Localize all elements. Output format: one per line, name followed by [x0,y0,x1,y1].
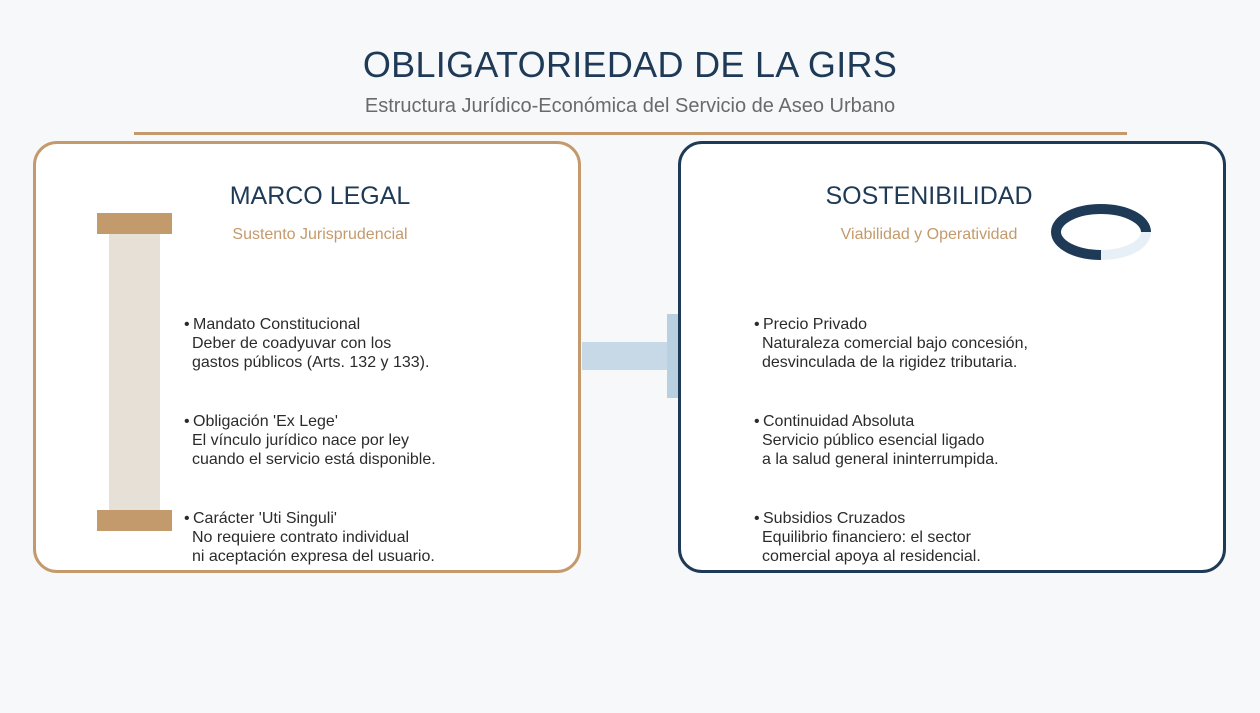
sustainability-item-heading: • Precio Privado [754,315,1028,334]
pillar-base [97,510,172,531]
donut-ring-icon [1045,198,1157,266]
legal-item-line: gastos públicos (Arts. 132 y 133). [192,354,430,371]
header-divider [134,132,1127,135]
sustainability-item-line: comercial apoya al residencial. [762,548,981,565]
legal-item-heading: • Carácter 'Uti Singuli' [184,509,435,528]
legal-item-ex-lege [184,412,436,469]
panel-title-legal: MARCO LEGAL [229,182,411,210]
legal-item-line: Deber de coadyuvar con los [192,335,392,352]
pillar-shaft [109,234,160,510]
sustainability-item-continuity [754,412,999,469]
legal-item-heading: • Obligación 'Ex Lege' [184,412,436,431]
legal-framework-panel [33,141,581,573]
sustainability-item-line: Naturaleza comercial bajo concesión, [762,335,1028,352]
sustainability-item-line: a la salud general ininterrumpida. [762,451,999,468]
legal-item-line: ni aceptación expresa del usuario. [192,548,435,565]
page-subtitle: Estructura Jurídico-Económica del Servicio de Aseo Urbano [364,95,896,117]
sustainability-item-heading: • Subsidios Cruzados [754,509,981,528]
panel-title-sustainability: SOSTENIBILIDAD [825,182,1033,210]
legal-item-line: El vínculo jurídico nace por ley [192,432,409,449]
sustainability-item-heading: • Continuidad Absoluta [754,412,999,431]
page-title: OBLIGATORIEDAD DE LA GIRS [362,44,898,85]
sustainability-item-line: Servicio público esencial ligado [762,432,985,449]
panel-subtitle-legal: Sustento Jurisprudencial [232,226,408,243]
arrow-right-icon [582,312,682,400]
panel-subtitle-sustainability: Viabilidad y Operatividad [840,226,1018,243]
legal-item-mandate [184,315,429,372]
legal-item-heading: • Mandato Constitucional [184,315,429,334]
pillar-capital [97,213,172,234]
sustainability-item-line: Equilibrio financiero: el sector [762,529,971,546]
legal-item-uti-singuli [184,509,435,566]
legal-item-line: No requiere contrato individual [192,529,410,546]
sustainability-item-private-price [754,315,1028,372]
sustainability-item-line: desvinculada de la rigidez tributaria. [762,354,1018,371]
sustainability-item-cross-subsidies [754,509,981,566]
legal-item-line: cuando el servicio está disponible. [192,451,436,468]
